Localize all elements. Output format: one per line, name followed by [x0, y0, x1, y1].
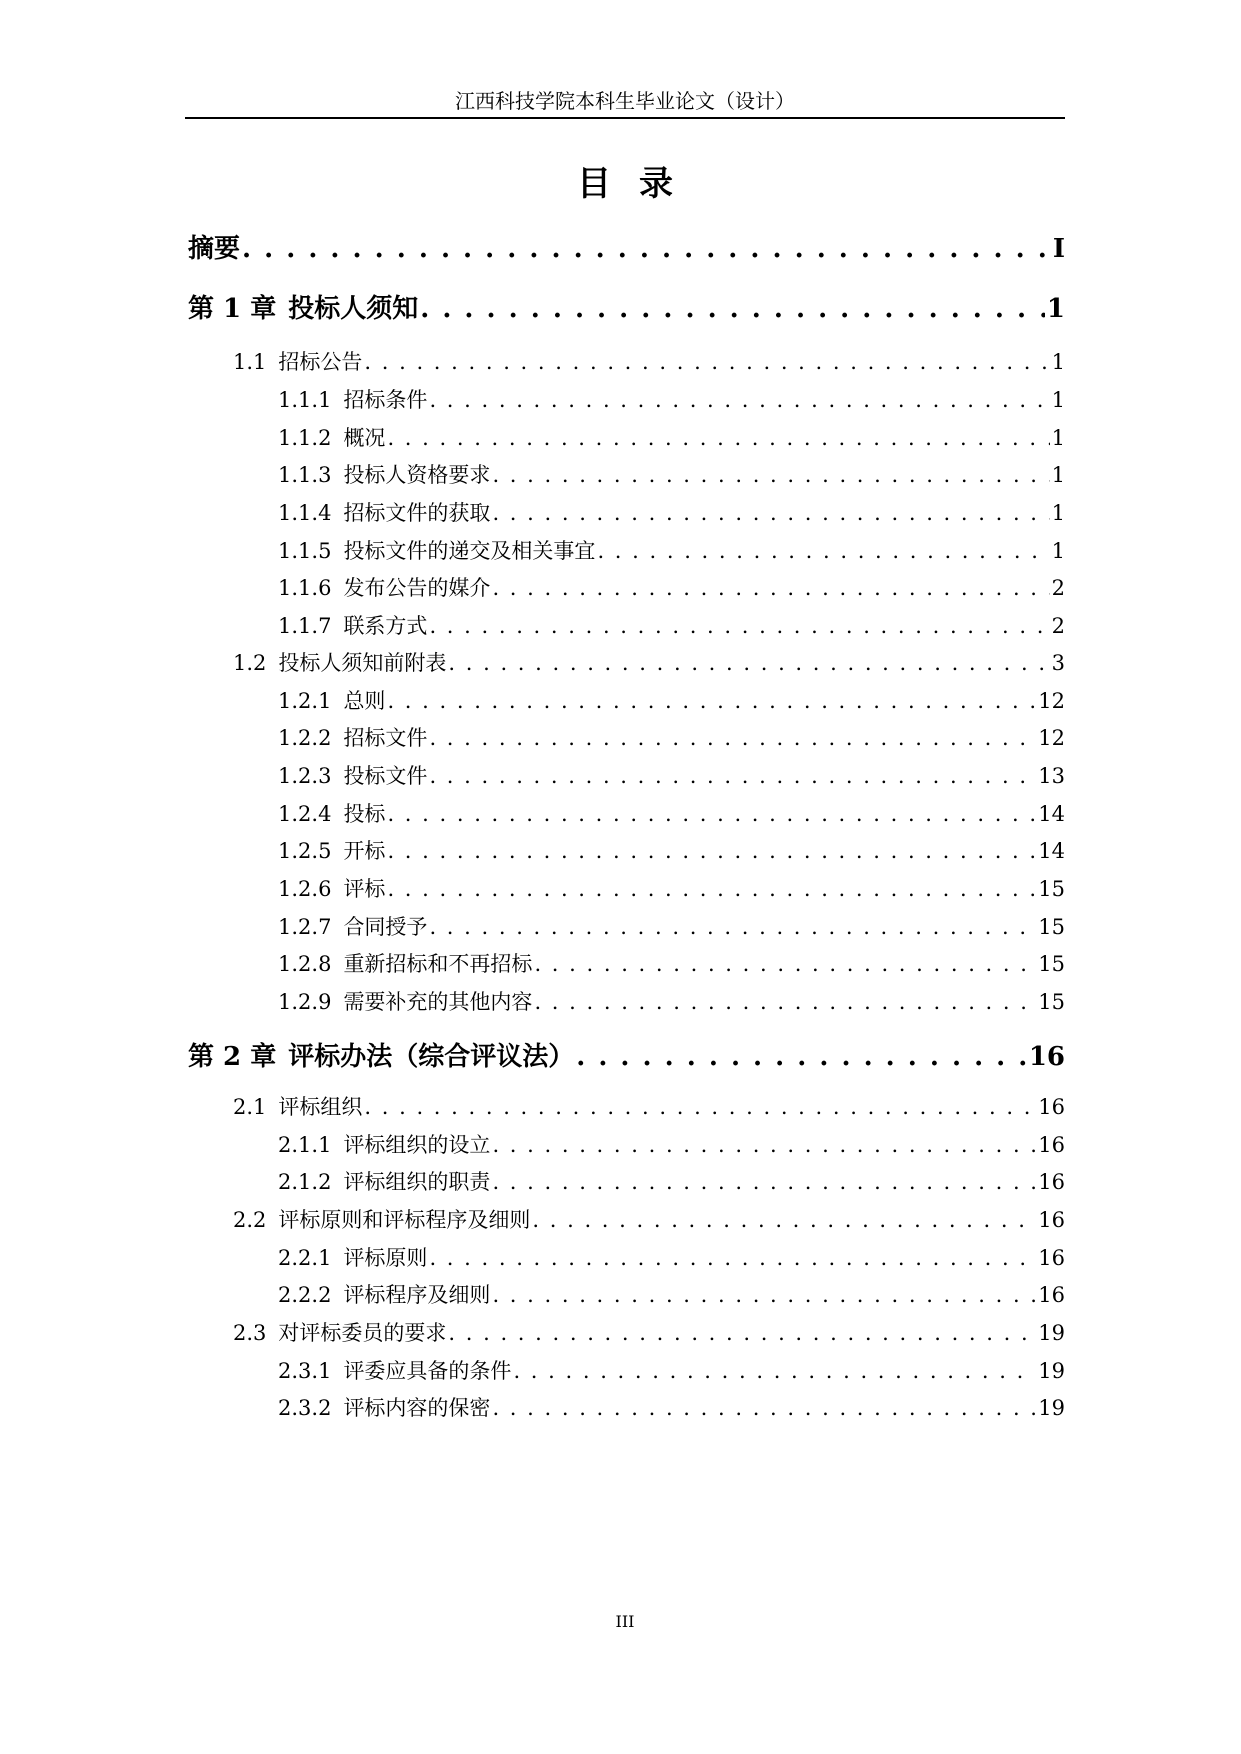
toc-entry[interactable] — [278, 1131, 1065, 1159]
running-header: 江西科技学院本科生毕业论文（设计） — [455, 89, 795, 113]
toc-entry-page: 16 — [1038, 1208, 1065, 1232]
toc-entry-label: 投标人须知 — [288, 294, 419, 324]
toc-entry[interactable] — [278, 687, 1065, 715]
toc-entry-number: 2.3.2 — [278, 1396, 332, 1420]
toc-entry-label: 联系方式 — [343, 614, 428, 638]
toc-entry-label: 投标 — [343, 802, 386, 826]
toc-entry-number: 1.1 — [233, 350, 267, 374]
toc-entry-page: 19 — [1038, 1396, 1065, 1420]
toc-dot-leader — [242, 232, 1051, 266]
toc-entry-number: 2.2.2 — [278, 1283, 332, 1307]
toc-entry-label: 招标条件 — [343, 388, 428, 412]
toc-entry[interactable] — [278, 1244, 1065, 1272]
toc-entry-label: 评标原则和评标程序及细则 — [278, 1208, 531, 1232]
toc-entry-label: 投标文件 — [343, 764, 428, 788]
toc-entry-page: 16 — [1028, 1042, 1065, 1072]
toc-entry-label: 评标组织 — [278, 1095, 363, 1119]
page-number: III — [615, 1612, 635, 1631]
toc-entry[interactable] — [278, 1357, 1065, 1385]
toc-entry-number: 2.3 — [233, 1321, 267, 1345]
toc-dot-leader — [492, 499, 1049, 527]
toc-entry-label: 评标内容的保密 — [343, 1396, 491, 1420]
toc-entry[interactable] — [188, 232, 1065, 266]
page-title: 目录 — [577, 164, 701, 204]
toc-dot-leader — [492, 461, 1049, 489]
toc-entry-page: 19 — [1038, 1359, 1065, 1383]
toc-entry-label: 摘要 — [188, 234, 241, 264]
toc-entry-number: 1.2.2 — [278, 726, 332, 750]
toc-entry[interactable] — [278, 913, 1065, 941]
toc-entry-page: 1 — [1051, 463, 1065, 487]
toc-entry[interactable] — [278, 875, 1065, 903]
toc-dot-leader — [492, 1168, 1036, 1196]
toc-entry[interactable] — [278, 800, 1065, 828]
toc-entry[interactable] — [188, 1040, 1065, 1074]
toc-entry-page: 1 — [1051, 350, 1065, 374]
header-rule — [185, 117, 1065, 119]
toc-entry[interactable] — [233, 1206, 1065, 1234]
toc-dot-leader — [492, 574, 1049, 602]
toc-entry-page: 15 — [1038, 915, 1065, 939]
toc-entry-page: 1 — [1051, 426, 1065, 450]
toc-dot-leader — [429, 913, 1036, 941]
toc-dot-leader — [429, 1244, 1036, 1272]
toc-entry-label: 招标文件 — [343, 726, 428, 750]
toc-dot-leader — [513, 1357, 1036, 1385]
toc-dot-leader — [364, 348, 1049, 376]
toc-dot-leader — [387, 875, 1036, 903]
toc-entry-page: 15 — [1038, 990, 1065, 1014]
toc-entry[interactable] — [278, 499, 1065, 527]
toc-entry-number: 1.1.5 — [278, 539, 332, 563]
toc-entry-page: 1 — [1051, 539, 1065, 563]
toc-entry-number: 1.2.1 — [278, 689, 332, 713]
toc-entry-label: 招标公告 — [278, 350, 363, 374]
toc-entry-page: 12 — [1038, 689, 1065, 713]
toc-entry-page: 16 — [1038, 1283, 1065, 1307]
toc-entry-label: 总则 — [343, 689, 386, 713]
toc-dot-leader — [576, 1040, 1027, 1074]
toc-entry-number: 2.2 — [233, 1208, 267, 1232]
toc-entry-label: 需要补充的其他内容 — [343, 990, 533, 1014]
toc-entry-label: 评委应具备的条件 — [343, 1359, 512, 1383]
toc-entry-page: 14 — [1038, 839, 1065, 863]
toc-entry-label: 评标原则 — [343, 1246, 428, 1270]
toc-dot-leader — [492, 1281, 1036, 1309]
toc-entry-label: 投标文件的递交及相关事宜 — [343, 539, 596, 563]
toc-entry-page: I — [1052, 234, 1065, 264]
toc-entry[interactable] — [278, 424, 1065, 452]
toc-entry[interactable] — [278, 537, 1065, 565]
toc-entry-label: 评标程序及细则 — [343, 1283, 491, 1307]
toc-entry-number: 1.2.9 — [278, 990, 332, 1014]
toc-entry-label: 评标 — [343, 877, 386, 901]
toc-entry-label: 发布公告的媒介 — [343, 576, 491, 600]
toc-entry[interactable] — [278, 612, 1065, 640]
toc-entry-number: 2.1.1 — [278, 1133, 332, 1157]
toc-entry[interactable] — [278, 1394, 1065, 1422]
toc-dot-leader — [420, 292, 1045, 326]
toc-entry-label: 评标办法（综合评议法） — [288, 1042, 575, 1072]
toc-entry-page: 2 — [1051, 576, 1065, 600]
toc-entry-page: 15 — [1038, 877, 1065, 901]
toc-entry[interactable] — [278, 724, 1065, 752]
toc-dot-leader — [364, 1093, 1036, 1121]
toc-entry-label: 招标文件的获取 — [343, 501, 491, 525]
toc-entry-page: 1 — [1051, 388, 1065, 412]
toc-entry-page: 2 — [1051, 614, 1065, 638]
toc-dot-leader — [387, 837, 1036, 865]
toc-entry-page: 12 — [1038, 726, 1065, 750]
toc-dot-leader — [429, 724, 1036, 752]
toc-dot-leader — [534, 950, 1036, 978]
toc-entry-label: 评标组织的职责 — [343, 1170, 491, 1194]
toc-entry[interactable] — [278, 1168, 1065, 1196]
toc-entry-number: 1.2.5 — [278, 839, 332, 863]
toc-entry-number: 2.3.1 — [278, 1359, 332, 1383]
toc-entry-number: 1.1.2 — [278, 426, 332, 450]
toc-dot-leader — [448, 1319, 1036, 1347]
toc-dot-leader — [597, 537, 1049, 565]
toc-entry-label: 评标组织的设立 — [343, 1133, 491, 1157]
toc-entry[interactable] — [278, 461, 1065, 489]
toc-entry-label: 投标人资格要求 — [343, 463, 491, 487]
toc-entry-page: 14 — [1038, 802, 1065, 826]
toc-entry-number: 2.1.2 — [278, 1170, 332, 1194]
toc-entry-page: 16 — [1038, 1095, 1065, 1119]
toc-dot-leader — [532, 1206, 1036, 1234]
toc-entry[interactable] — [188, 292, 1065, 326]
toc-entry-page: 1 — [1046, 294, 1065, 324]
toc-entry-number: 第 2 章 — [188, 1042, 277, 1072]
toc-entry-label: 开标 — [343, 839, 386, 863]
toc-entry[interactable] — [233, 348, 1065, 376]
toc-entry-number: 1.1.6 — [278, 576, 332, 600]
toc-entry-page: 16 — [1038, 1170, 1065, 1194]
toc-entry-label: 投标人须知前附表 — [278, 651, 447, 675]
toc-entry-number: 2.1 — [233, 1095, 267, 1119]
toc-entry-number: 1.2.3 — [278, 764, 332, 788]
toc-dot-leader — [448, 649, 1049, 677]
toc-entry-page: 19 — [1038, 1321, 1065, 1345]
toc-entry[interactable] — [233, 1093, 1065, 1121]
toc-entry-label: 对评标委员的要求 — [278, 1321, 447, 1345]
toc-entry-label: 合同授予 — [343, 915, 428, 939]
toc-entry-page: 15 — [1038, 952, 1065, 976]
toc-dot-leader — [492, 1394, 1036, 1422]
toc-entry-page: 1 — [1051, 501, 1065, 525]
toc-entry-number: 1.1.1 — [278, 388, 332, 412]
toc-entry-number: 1.2.7 — [278, 915, 332, 939]
toc-entry-number: 第 1 章 — [188, 294, 277, 324]
toc-entry[interactable] — [278, 386, 1065, 414]
toc-dot-leader — [429, 386, 1049, 414]
toc-entry-page: 16 — [1038, 1133, 1065, 1157]
toc-entry-number: 1.1.4 — [278, 501, 332, 525]
toc-dot-leader — [387, 687, 1036, 715]
toc-dot-leader — [429, 762, 1036, 790]
toc-entry-number: 1.2.8 — [278, 952, 332, 976]
toc-entry-number: 1.1.7 — [278, 614, 332, 638]
toc-entry[interactable] — [278, 988, 1065, 1016]
toc-dot-leader — [429, 612, 1049, 640]
toc-entry-number: 1.2.4 — [278, 802, 332, 826]
toc-entry-label: 重新招标和不再招标 — [343, 952, 533, 976]
toc-entry-page: 13 — [1038, 764, 1065, 788]
toc-entry[interactable] — [278, 1281, 1065, 1309]
toc-entry-page: 16 — [1038, 1246, 1065, 1270]
toc-entry-number: 1.2 — [233, 651, 267, 675]
toc-entry[interactable] — [233, 649, 1065, 677]
toc-entry-number: 1.2.6 — [278, 877, 332, 901]
toc-entry[interactable] — [233, 1319, 1065, 1347]
toc-entry[interactable] — [278, 950, 1065, 978]
toc-entry-number: 1.1.3 — [278, 463, 332, 487]
toc-entry-page: 3 — [1051, 651, 1065, 675]
toc-dot-leader — [387, 424, 1049, 452]
toc-dot-leader — [492, 1131, 1036, 1159]
toc-entry-number: 2.2.1 — [278, 1246, 332, 1270]
toc-entry[interactable] — [278, 762, 1065, 790]
toc-dot-leader — [534, 988, 1036, 1016]
toc-entry[interactable] — [278, 574, 1065, 602]
toc-entry[interactable] — [278, 837, 1065, 865]
toc-dot-leader — [387, 800, 1036, 828]
toc-entry-label: 概况 — [343, 426, 386, 450]
